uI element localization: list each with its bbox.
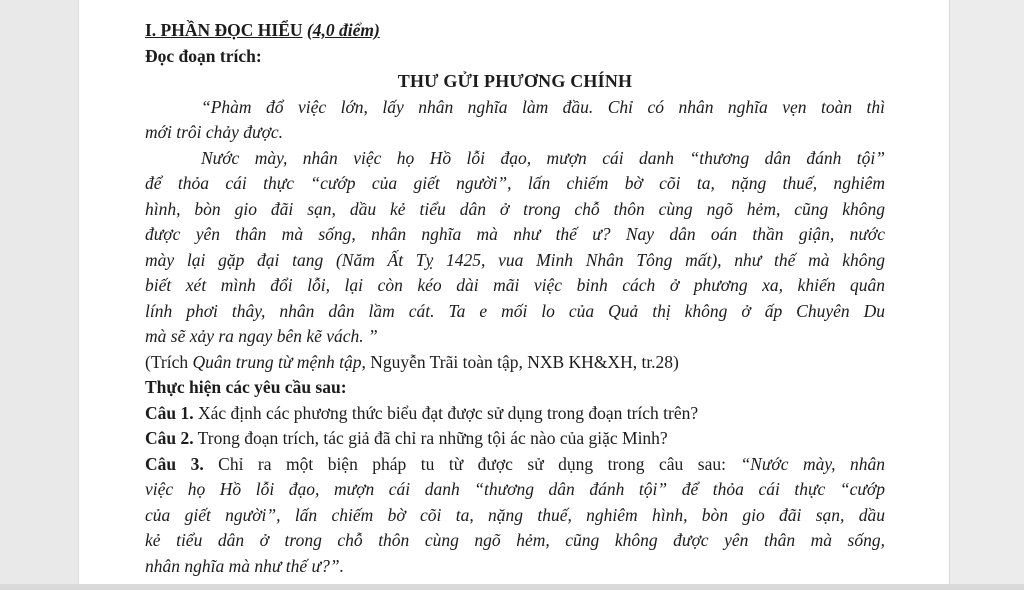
excerpt-title: THƯ GỬI PHƯƠNG CHÍNH <box>397 71 633 91</box>
excerpt-line: mới trôi chảy được. <box>145 122 284 142</box>
question-label: Câu 1. <box>145 402 194 423</box>
question-text: Chỉ ra một biện pháp tu từ được sử dụng trong câu sau: <box>203 453 741 474</box>
question-text: Trong đoạn trích, tác giả đã chỉ ra những tội ác nào của giặc Minh? <box>193 428 668 448</box>
question-quote: “Nước mày, nhân <box>740 453 885 474</box>
tasks-heading: Thực hiện các yêu cầu sau: <box>145 377 347 397</box>
excerpt-line: “Phàm đổ việc lớn, lấy nhân nghĩa làm đầu. Chỉ có nhân nghĩa vẹn toàn thì <box>201 96 885 117</box>
excerpt-line: để thỏa cái thực “cướp của giết người”, lấn chiếm bờ cõi ta, nặng thuế, nghiêm <box>145 173 885 193</box>
source-suffix: , Nguyễn Trãi toàn tập, NXB KH&XH, tr.28) <box>361 351 679 372</box>
excerpt-line: mà sẽ xảy ra ngay bên kẽ vách. ” <box>145 326 378 346</box>
question-quote-line: của giết người”, lấn chiếm bờ cõi ta, nặng thuế, nghiêm hình, bòn gio đãi sạn, dầu <box>145 504 885 525</box>
document-page <box>78 0 950 584</box>
excerpt-line: hình, bòn gio đãi sạn, dầu kẻ tiểu dân ở trong chỗ thôn cùng ngõ hẻm, cũng không <box>145 198 885 219</box>
left-margin-background <box>0 0 78 590</box>
section-title: I. PHẦN ĐỌC HIỂU <box>145 20 303 40</box>
question-2 <box>145 426 885 452</box>
right-margin-background <box>948 0 1024 590</box>
section-points: (4,0 điểm) <box>306 20 380 40</box>
question-1 <box>145 401 885 427</box>
excerpt-line: mày lại gặp đại tang (Năm Ất Tỵ 1425, vua Minh Nhân Tông mất), như thế mà không <box>145 249 885 270</box>
question-quote-line: kẻ tiểu dân ở trong chỗ thôn cùng ngõ hẻm, cũng không được yên thân mà sống, <box>145 530 885 550</box>
excerpt-source <box>145 350 885 376</box>
intro-text: Đọc đoạn trích: <box>145 45 262 66</box>
question-3 <box>145 452 885 478</box>
excerpt-line: Nước mày, nhân việc họ Hồ lỗi đạo, mượn cái danh “thương dân đánh tội” <box>201 147 885 168</box>
question-quote-line: nhân nghĩa mà như thế ư?”. <box>145 555 344 576</box>
question-quote-line: việc họ Hồ lỗi đạo, mượn cái danh “thương dân đánh tội” để thỏa cái thực “cướp <box>145 479 885 499</box>
question-label: Câu 3. <box>145 453 204 474</box>
question-label: Câu 2. <box>145 428 194 448</box>
excerpt-line: được yên thân mà sống, nhân nghĩa mà như thế ư? Nay dân oán thần giận, nước <box>145 224 885 244</box>
source-book: Quân trung từ mệnh tập <box>192 351 362 372</box>
question-text: Xác định các phương thức biểu đạt được sử dụng trong đoạn trích trên? <box>193 402 699 423</box>
section-heading <box>145 18 885 44</box>
document-content <box>145 18 885 579</box>
window-bottom-edge <box>0 584 1024 590</box>
source-prefix: (Trích <box>145 351 193 372</box>
excerpt-line: biết xét mình đổi lỗi, lại còn kéo dài mãi việc binh cách ở phương xa, khiến quân <box>145 275 885 295</box>
excerpt-line: lính phơi thây, nhân dân lầm cát. Ta e mối lo của Quả thị không ở ấp Chuyên Du <box>145 300 885 321</box>
